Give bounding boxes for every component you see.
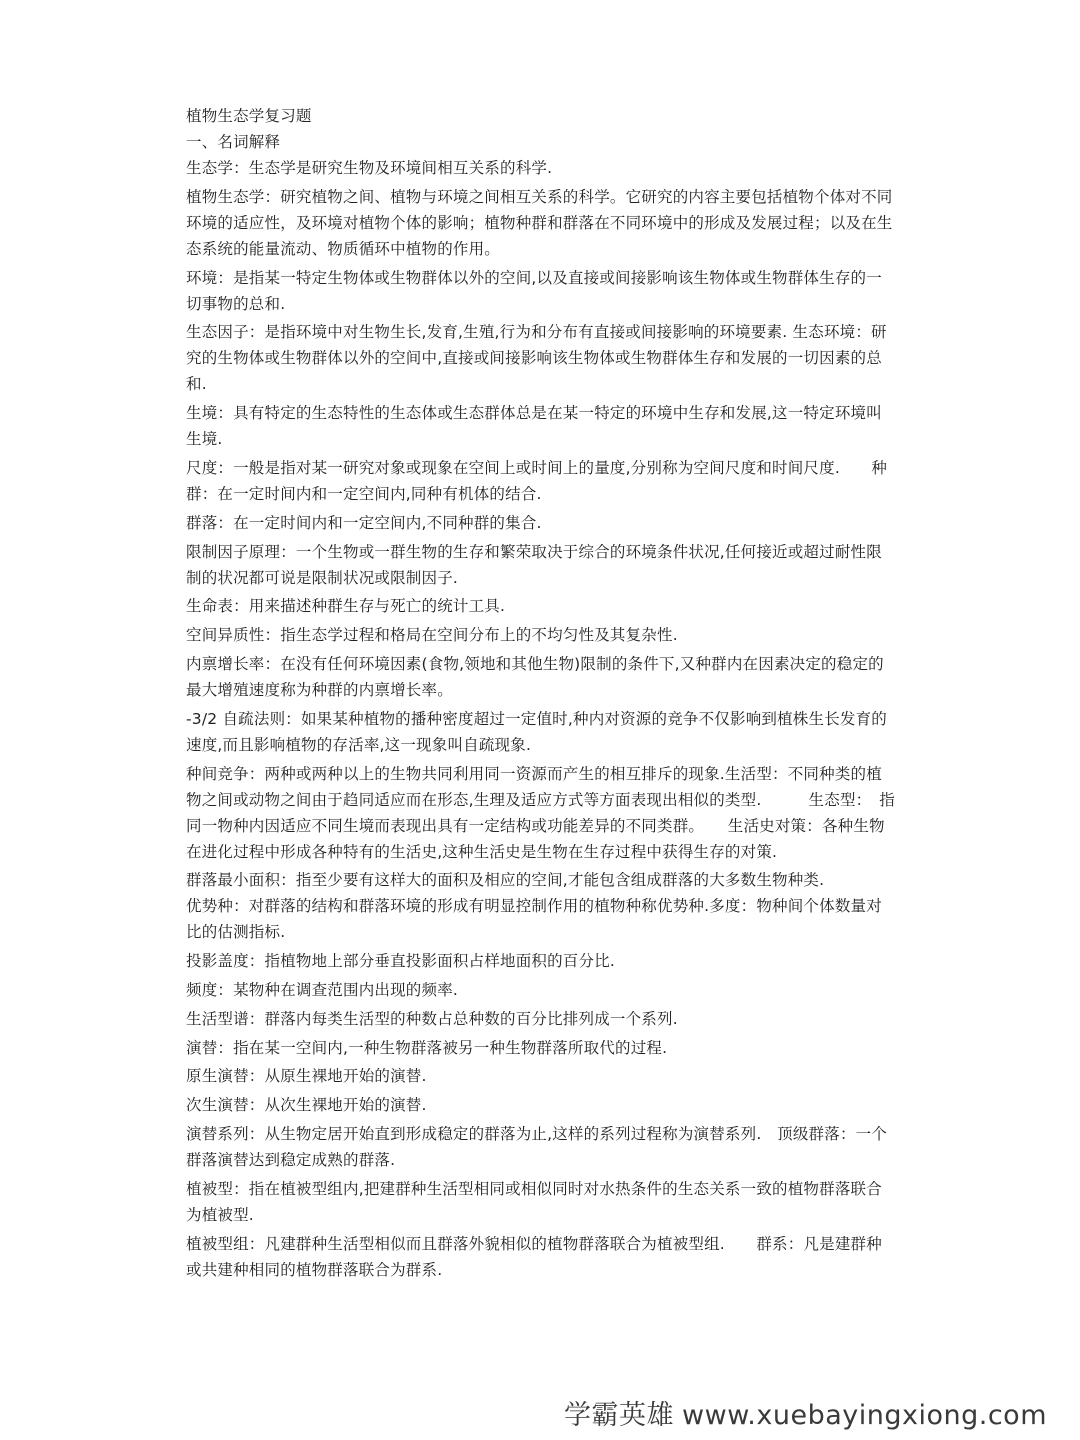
definition-paragraph: 种间竞争：两种或两种以上的生物共同利用同一资源而产生的相互排斥的现象.生活型：不同种类的植物之间或动物之间由于趋同适应而在形态,生理及适应方式等方面表现出相似的类型. 生态型： 指同一物种内因适应不同生境而表现出具有一定结构或功能差异的不同类群。 生活史对策：各种生物在进化过程中形成各种特有的生活史,这种生活史是生物在生存过程中获得生存的对策. [186, 764, 896, 861]
site-watermark [564, 1393, 1047, 1432]
definition-paragraph: 群落最小面积：指至少要有这样大的面积及相应的空间,才能包含组成群落的大多数生物种类. 优势种：对群落的结构和群落环境的形成有明显控制作用的植物种称优势种.多度：物种间个体数量对比的估测指标. [186, 871, 903, 942]
definition-paragraph: 尺度：一般是指对某一研究对象或现象在空间上或时间上的量度,分别称为空间尺度和时间尺度. 种群：在一定时间内和一定空间内,同种有机体的结合. [186, 458, 888, 503]
definition-paragraph: 生态因子：是指环境中对生物生长,发育,生殖,行为和分布有直接或间接影响的环境要素. 生态环境：研究的生物体或生物群体以外的空间中,直接或间接影响该生物体或生物群体生存和发展的一切因素的总和. [186, 323, 887, 394]
definition-paragraph: 群落：在一定时间内和一定空间内,不同种群的集合. [186, 513, 542, 532]
definition-paragraph: 生态学：生态学是研究生物及环境间相互关系的科学. [186, 159, 553, 177]
document-title: 植物生态学复习题 [186, 107, 312, 125]
definition-paragraph: 生境：具有特定的生态特性的生态体或生态群体总是在某一特定的环境中生存和发展,这一特定环境叫生境. [186, 404, 882, 449]
definition-paragraph: 演替：指在某一空间内,一种生物群落被另一种生物群落所取代的过程. [186, 1038, 668, 1057]
definition-paragraph: 生活型谱：群落内每类生活型的种数占总种数的百分比排列成一个系列. [186, 1009, 678, 1028]
definition-paragraph: 植被型组：凡建群种生活型相似而且群落外貌相似的植物群落联合为植被型组. 群系：凡是建群种或共建种相同的植物群落联合为群系. [186, 1234, 882, 1279]
definition-paragraph: 空间异质性：指生态学过程和格局在空间分布上的不均匀性及其复杂性. [186, 626, 678, 645]
definition-paragraph: 演替系列：从生物定居开始直到形成稳定的群落为止,这样的系列过程称为演替系列. 顶级群落：一个群落演替达到稳定成熟的群落. [186, 1124, 888, 1169]
definition-paragraph: 原生演替：从原生裸地开始的演替. [186, 1067, 427, 1086]
definition-paragraph: 频度：某物种在调查范围内出现的频率. [186, 980, 459, 999]
section-heading: 一、名词解释 [186, 133, 281, 151]
document-body [186, 103, 903, 1285]
definition-paragraph: -3/2 自疏法则：如果某种植物的播种密度超过一定值时,种内对资源的竞争不仅影响到植株生长发育的速度,而且影响植物的存活率,这一现象叫自疏现象. [186, 709, 887, 754]
definition-paragraph: 内禀增长率：在没有任何环境因素(食物,领地和其他生物)限制的条件下,又种群内在因素决定的稳定的最大增殖速度称为种群的内禀增长率。 [186, 654, 884, 699]
definition-paragraph: 环境：是指某一特定生物体或生物群体以外的空间,以及直接或间接影响该生物体或生物群体生存的一切事物的总和. [186, 268, 882, 313]
watermark-url: www.xuebayingxiong.com [682, 1400, 1047, 1431]
definition-paragraph: 植物生态学：研究植物之间、植物与环境之间相互关系的科学。它研究的内容主要包括植物个体对不同环境的适应性，及环境对植物个体的影响；植物种群和群落在不同环境中的形成及发展过程；以及在生态系统的能量流动、物质循环中植物的作用。 [186, 187, 893, 258]
definition-paragraph: 限制因子原理：一个生物或一群生物的生存和繁荣取决于综合的环境条件状况,任何接近或超过耐性限制的状况都可说是限制状况或限制因子. [186, 542, 882, 587]
definition-paragraph: 次生演替：从次生裸地开始的演替. [186, 1096, 427, 1115]
definition-paragraph: 投影盖度：指植物地上部分垂直投影面积占样地面积的百分比. [186, 952, 616, 971]
definition-paragraph: 植被型：指在植被型组内,把建群种生活型相同或相似同时对水热条件的生态关系一致的植物群落联合为植被型. [186, 1179, 882, 1224]
watermark-brand: 学霸英雄 [564, 1400, 675, 1431]
definition-paragraph: 生命表：用来描述种群生存与死亡的统计工具. [186, 597, 506, 616]
